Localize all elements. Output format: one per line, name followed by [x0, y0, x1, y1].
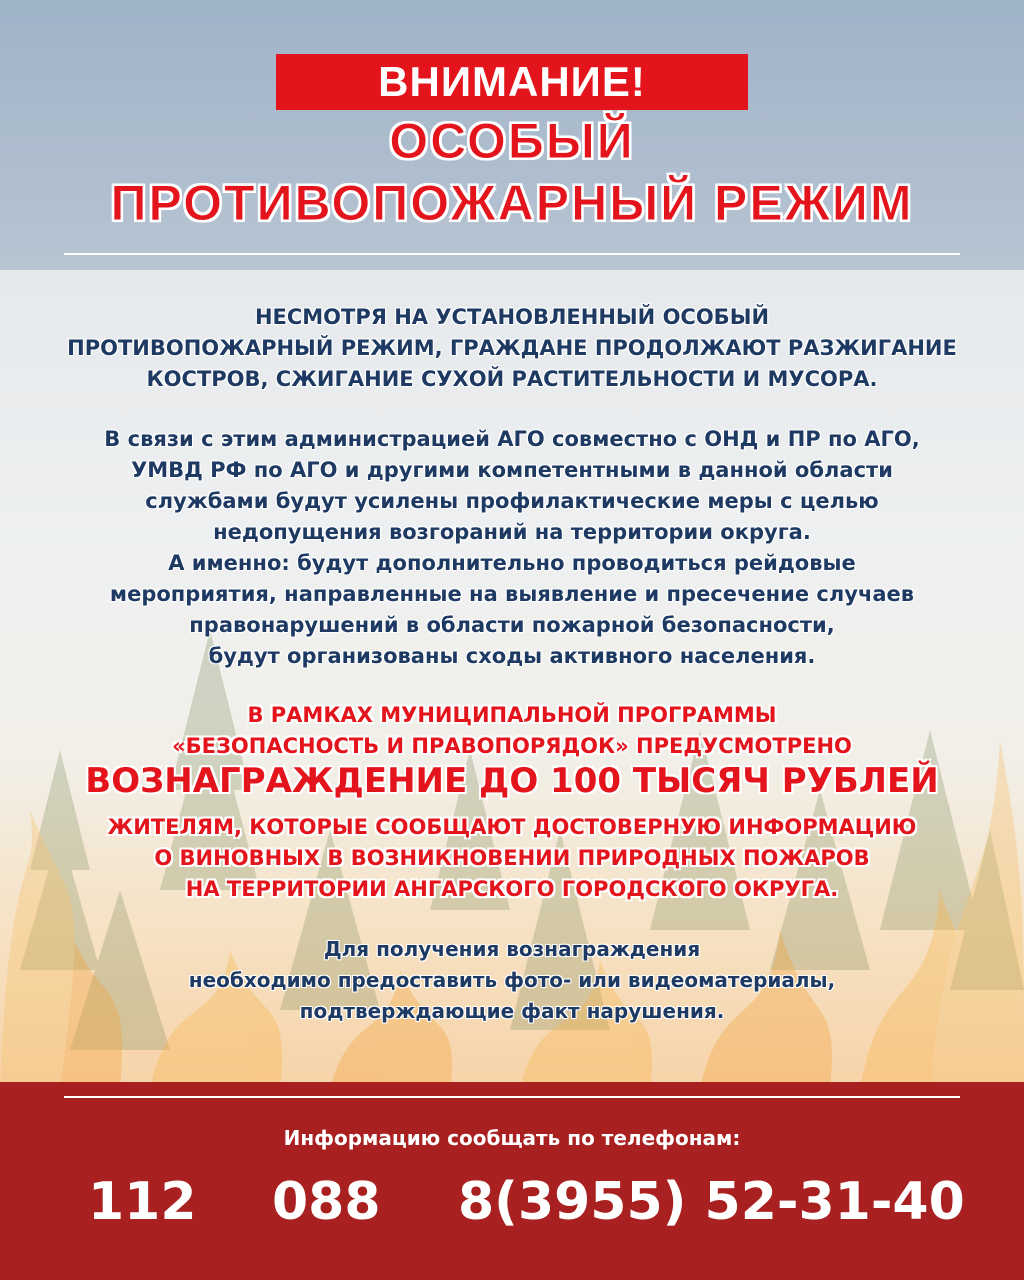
title-line-1: ОСОБЫЙ [389, 113, 635, 169]
measures-line: мероприятия, направленные на выявление и пресечение случаев [109, 582, 915, 606]
requirements-line: Для получения вознаграждения [323, 937, 701, 961]
measures-line: будут организованы сходы активного населения. [208, 644, 816, 668]
phone-numbers [0, 1172, 1024, 1242]
measures-line: службами будут усилены профилактические меры с целью [145, 489, 879, 513]
measures-paragraph [40, 424, 984, 672]
attention-text: ВНИМАНИЕ! [378, 58, 646, 105]
reward-headline: ВОЗНАГРАЖДЕНИЕ ДО 100 ТЫСЯЧ РУБЛЕЙ [85, 761, 939, 801]
program-paragraph [40, 700, 984, 762]
recipients-line: ЖИТЕЛЯМ, КОТОРЫЕ СООБЩАЮТ ДОСТОВЕРНУЮ ИНФОРМАЦИЮ [107, 815, 917, 839]
intro-line: НЕСМОТРЯ НА УСТАНОВЛЕННЫЙ ОСОБЫЙ [254, 305, 770, 329]
measures-line: правонарушений в области пожарной безопасности, [189, 613, 835, 637]
recipients-line: О ВИНОВНЫХ В ВОЗНИКНОВЕНИИ ПРИРОДНЫХ ПОЖАРОВ [154, 846, 870, 870]
recipients-line: НА ТЕРРИТОРИИ АНГАРСКОГО ГОРОДСКОГО ОКРУГА. [185, 877, 839, 901]
intro-paragraph [40, 302, 984, 395]
contact-label: Информацию сообщать по телефонам: [283, 1126, 741, 1150]
title-line-2: ПРОТИВОПОЖАРНЫЙ РЕЖИМ [110, 175, 914, 231]
recipients-paragraph [40, 812, 984, 905]
program-line: В РАМКАХ МУНИЦИПАЛЬНОЙ ПРОГРАММЫ [247, 703, 777, 727]
requirements-paragraph [40, 934, 984, 1027]
header-divider [64, 253, 960, 255]
measures-line: недопущения возгораний на территории округа. [213, 520, 811, 544]
phone-number-112: 112 [88, 1172, 197, 1232]
measures-line: В связи с этим администрацией АГО совместно с ОНД и ПР по АГО, [104, 427, 920, 451]
phone-number-088: 088 [272, 1172, 381, 1232]
measures-line: А именно: будут дополнительно проводиться рейдовые [168, 551, 856, 575]
measures-line: УМВД РФ по АГО и другими компетентными в данной области [131, 458, 893, 482]
phone-number-city: 8(3955) 52-31-40 [458, 1172, 965, 1232]
intro-line: КОСТРОВ, СЖИГАНИЕ СУХОЙ РАСТИТЕЛЬНОСТИ И МУСОРА. [146, 367, 878, 391]
requirements-line: подтверждающие факт нарушения. [299, 999, 725, 1023]
requirements-line: необходимо предоставить фото- или видеоматериалы, [188, 968, 836, 992]
program-line: «БЕЗОПАСНОСТЬ И ПРАВОПОРЯДОК» ПРЕДУСМОТРЕНО [172, 734, 852, 758]
intro-line: ПРОТИВОПОЖАРНЫЙ РЕЖИМ, ГРАЖДАНЕ ПРОДОЛЖАЮТ РАЗЖИГАНИЕ [67, 336, 957, 360]
attention-banner [276, 54, 748, 110]
footer-divider [64, 1096, 960, 1098]
